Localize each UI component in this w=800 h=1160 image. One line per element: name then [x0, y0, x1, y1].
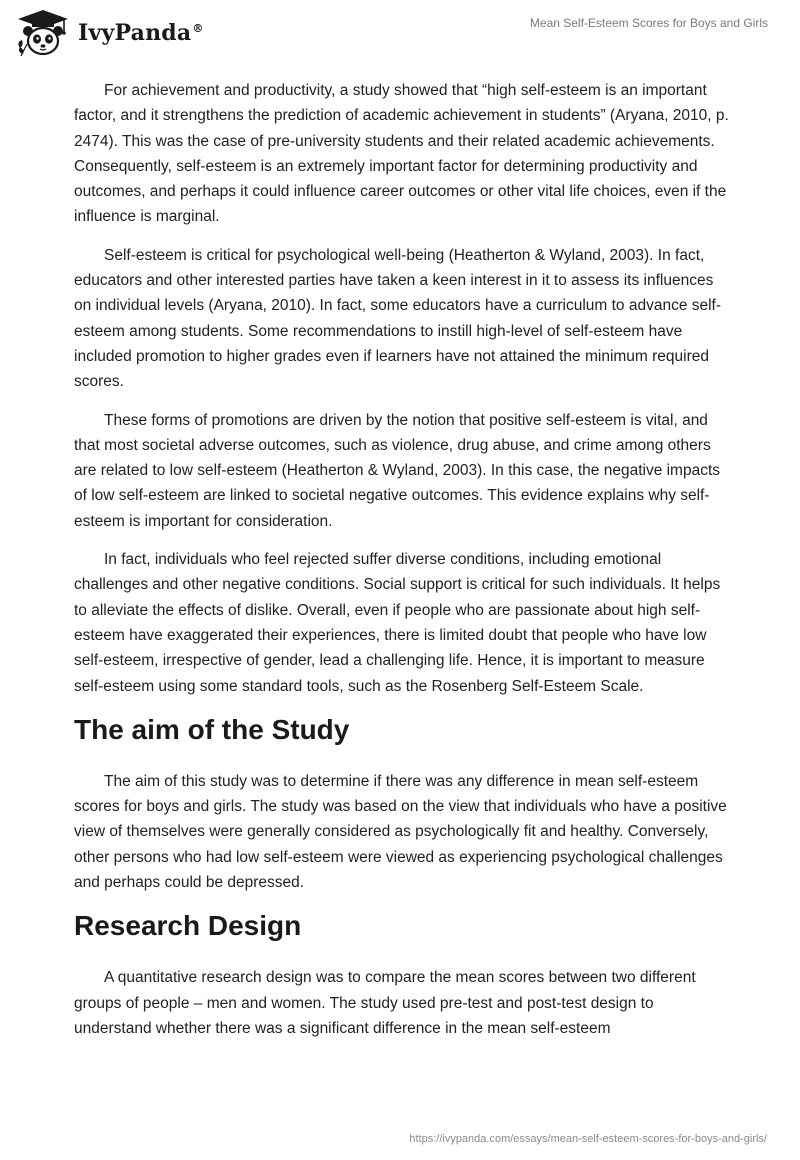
essay-content — [74, 78, 734, 1054]
brand-logo[interactable] — [14, 8, 204, 58]
heading-research-design: Research Design — [74, 910, 302, 942]
registered-mark: ® — [192, 21, 204, 35]
body-paragraph: The aim of this study was to determine if there was any difference in mean self-esteem scores for boys and girls. The study was based on the view that individuals who have a positive view of themselves were generally considered as psychologically fit and healthy. Conversely, other persons who had low self-esteem were viewed as experiencing psychological challenges and perhaps could be depressed. — [74, 772, 727, 892]
document-title: Mean Self-Esteem Scores for Boys and Girls — [529, 16, 768, 30]
heading-aim-of-study: The aim of the Study — [74, 713, 350, 745]
brand-name: IvyPanda® — [78, 20, 204, 46]
page-header — [0, 0, 800, 70]
body-paragraph: Self-esteem is critical for psychological well-being (Heatherton & Wyland, 2003). In fact, educators and other interested parties have taken a keen interest in it to assess its influences on individual levels (Aryana, 2010). In fact, some educators have a curriculum to advance self-esteem among students. Some recommendations to instill high-level of self-esteem have included promotion to higher grades even if learners have not attained the minimum required scores. — [74, 246, 722, 391]
body-paragraph: These forms of promotions are driven by the notion that positive self-esteem is vital, and that most societal adverse outcomes, such as violence, drug abuse, and crime among others are related to low self-esteem (Heatherton & Wyland, 2003). In this case, the negative impacts of low self-esteem are linked to societal negative outcomes. This evidence explains why self-esteem is important for consideration. — [74, 411, 721, 530]
body-paragraph: In fact, individuals who feel rejected suffer diverse conditions, including emotional challenges and other negative conditions. Social support is critical for such individuals. It helps to alleviate the effects of dislike. Overall, even if people who are passionate about high self-esteem have exaggerated their experiences, there is limited doubt that people who have low self-esteem, irrespective of gender, lead a challenging life. Hence, it is important to measure self-esteem using some standard tools, such as the Rosenberg Self-Esteem Scale. — [74, 551, 721, 695]
panda-graduate-icon — [14, 8, 72, 58]
body-paragraph: For achievement and productivity, a study showed that “high self-esteem is an important factor, and it strengthens the prediction of academic achievement in students” (Aryana, 2010, p. 2474). This was the case of pre-university students and their related academic achievements. Consequently, self-esteem is an extremely important factor for determining productivity and outcomes, and perhaps it could influence career outcomes or other vital life choices, even if the influence is marginal. — [74, 82, 729, 226]
source-url-link[interactable]: https://ivypanda.com/essays/mean-self-esteem-scores-for-boys-and-girls/ — [409, 1133, 767, 1145]
body-paragraph: A quantitative research design was to compare the mean scores between two different groups of people – men and women. The study used pre-test and post-test design to understand whether there was a significant difference in the mean self-esteem — [74, 969, 696, 1037]
